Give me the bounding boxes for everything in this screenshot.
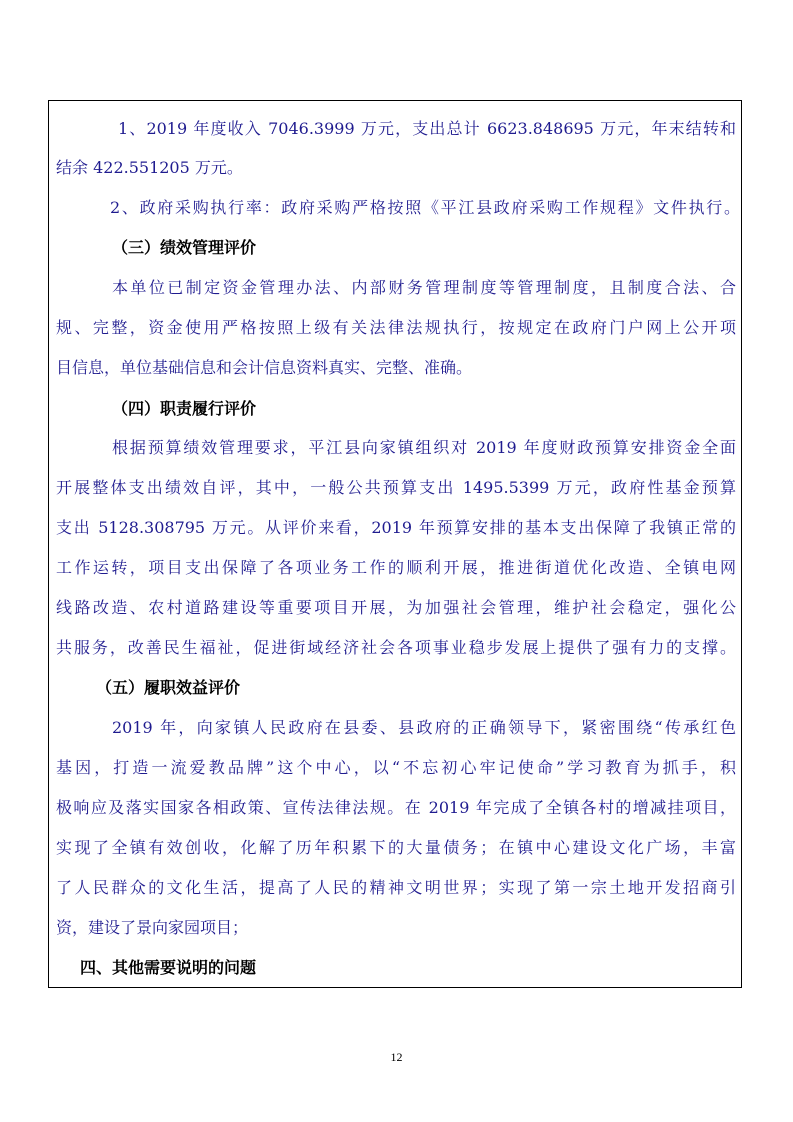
duty-line-5: 线路改造、农村道路建设等重要项目开展，为加强社会管理，维护社会稳定，强化公 xyxy=(56,598,736,617)
benefit-line-4: 实现了全镇有效创收，化解了历年积累下的大量债务；在镇中心建设文化广场，丰富 xyxy=(56,838,736,857)
page-number: 12 xyxy=(390,1050,403,1064)
heading-duty-performance: （四）职责履行评价 xyxy=(112,399,257,418)
duty-line-3: 支出 5128.308795 万元。从评价来看，2019 年预算安排的基本支出保障了我镇正常的 xyxy=(56,518,736,537)
management-line-3: 目信息，单位基础信息和会计信息资料真实、完整、准确。 xyxy=(56,358,473,377)
duty-line-1: 根据预算绩效管理要求，平江县向家镇组织对 2019 年度财政预算安排资金全面 xyxy=(112,438,736,457)
duty-line-4: 工作运转，项目支出保障了各项业务工作的顺利开展，推进街道优化改造、全镇电网 xyxy=(56,558,736,577)
benefit-line-5: 了人民群众的文化生活，提高了人民的精神文明世界；实现了第一宗土地开发招商引 xyxy=(56,878,736,897)
management-line-2: 规、完整，资金使用严格按照上级有关法律法规执行，按规定在政府门户网上公开项 xyxy=(56,318,736,337)
management-line-1: 本单位已制定资金管理办法、内部财务管理制度等管理制度，且制度合法、合 xyxy=(112,278,736,297)
benefit-line-6: 资，建设了景向家园项目； xyxy=(56,918,249,937)
income-line-2: 结余 422.551205 万元。 xyxy=(56,158,243,177)
duty-line-2: 开展整体支出绩效自评，其中，一般公共预算支出 1495.5399 万元，政府性基金预算 xyxy=(56,478,736,497)
heading-benefit-evaluation: （五）履职效益评价 xyxy=(96,678,241,697)
duty-line-6: 共服务，改善民生福祉，促进街域经济社会各项事业稳步发展上提供了强有力的支撑。 xyxy=(56,638,736,657)
benefit-line-2: 基因，打造一流爱教品牌”这个中心，以“不忘初心牢记使命”学习教育为抓手，积 xyxy=(56,758,736,777)
procurement-line: 2、政府采购执行率：政府采购严格按照《平江县政府采购工作规程》文件执行。 xyxy=(110,198,740,217)
heading-other-issues: 四、其他需要说明的问题 xyxy=(80,958,257,977)
income-line-1: 1、2019 年度收入 7046.3999 万元，支出总计 6623.848695 万元，年末结转和 xyxy=(118,119,736,138)
benefit-line-1: 2019 年，向家镇人民政府在县委、县政府的正确领导下，紧密围绕“传承红色 xyxy=(112,718,736,737)
heading-performance-management: （三）绩效管理评价 xyxy=(112,238,257,257)
benefit-line-3: 极响应及落实国家各相政策、宣传法律法规。在 2019 年完成了全镇各村的增减挂项目， xyxy=(56,798,736,817)
